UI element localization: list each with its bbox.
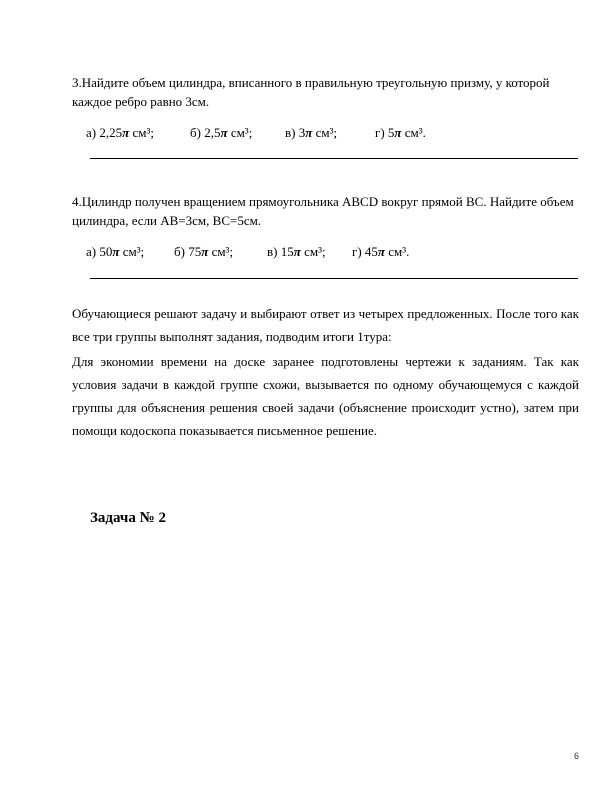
task-3-text: 3.Найдите объем цилиндра, вписанного в правильную треугольную призму, у которой каждое ребро равно 3см. [72,75,550,109]
paragraph-time-saving: Для экономии времени на доске заранее подготовлены чертежи к заданиям. Так как условия задачи в каждой группе схожи, вызывается по одному обучающемуся с каждой группы для объяснения решения своей задачи (объяснение происходит устно), затем при помощи кодоскопа показывается письменное решение. [72,354,579,439]
task-4-option-d: г) 45π см³. [352,243,410,259]
pi-symbol: π [305,124,313,140]
pi-symbol: π [201,243,209,259]
task-4-text: 4.Цилиндр получен вращением прямоугольника ABCD вокруг прямой BC. Найдите объем цилиндра, если AB=3см, BC=5см. [72,194,574,228]
task-3-option-b: б) 2,5π см³; [190,124,253,140]
task-3-option-d: г) 5π см³. [375,124,426,140]
task-3-option-c: в) 3π см³; [285,124,338,140]
page-number: 6 [573,751,579,761]
answer-line-task-3 [90,158,578,159]
task-4-option-b: б) 75π см³; [174,243,234,259]
task-4-options [72,243,579,262]
pi-symbol: π [122,124,130,140]
task-2-heading: Задача № 2 [90,510,166,526]
answer-line-task-4 [90,278,578,279]
pi-symbol: π [394,124,402,140]
pi-symbol: π [293,243,301,259]
task-4 [72,193,579,262]
pi-symbol: π [377,243,386,259]
paragraph-students-solve: Обучающиеся решают задачу и выбирают ответ из четырех предложенных. После того как все три группы выполнят задания, подводим итоги 1тура: [72,306,579,345]
task-3 [72,74,579,143]
pi-symbol: π [220,124,228,140]
task-4-option-c: в) 15π см³; [267,243,326,259]
task-4-option-a: а) 50π см³; [86,243,145,259]
pi-symbol: π [112,243,120,259]
task-3-options [72,124,579,143]
task-3-option-a: а) 2,25π см³; [86,124,154,140]
